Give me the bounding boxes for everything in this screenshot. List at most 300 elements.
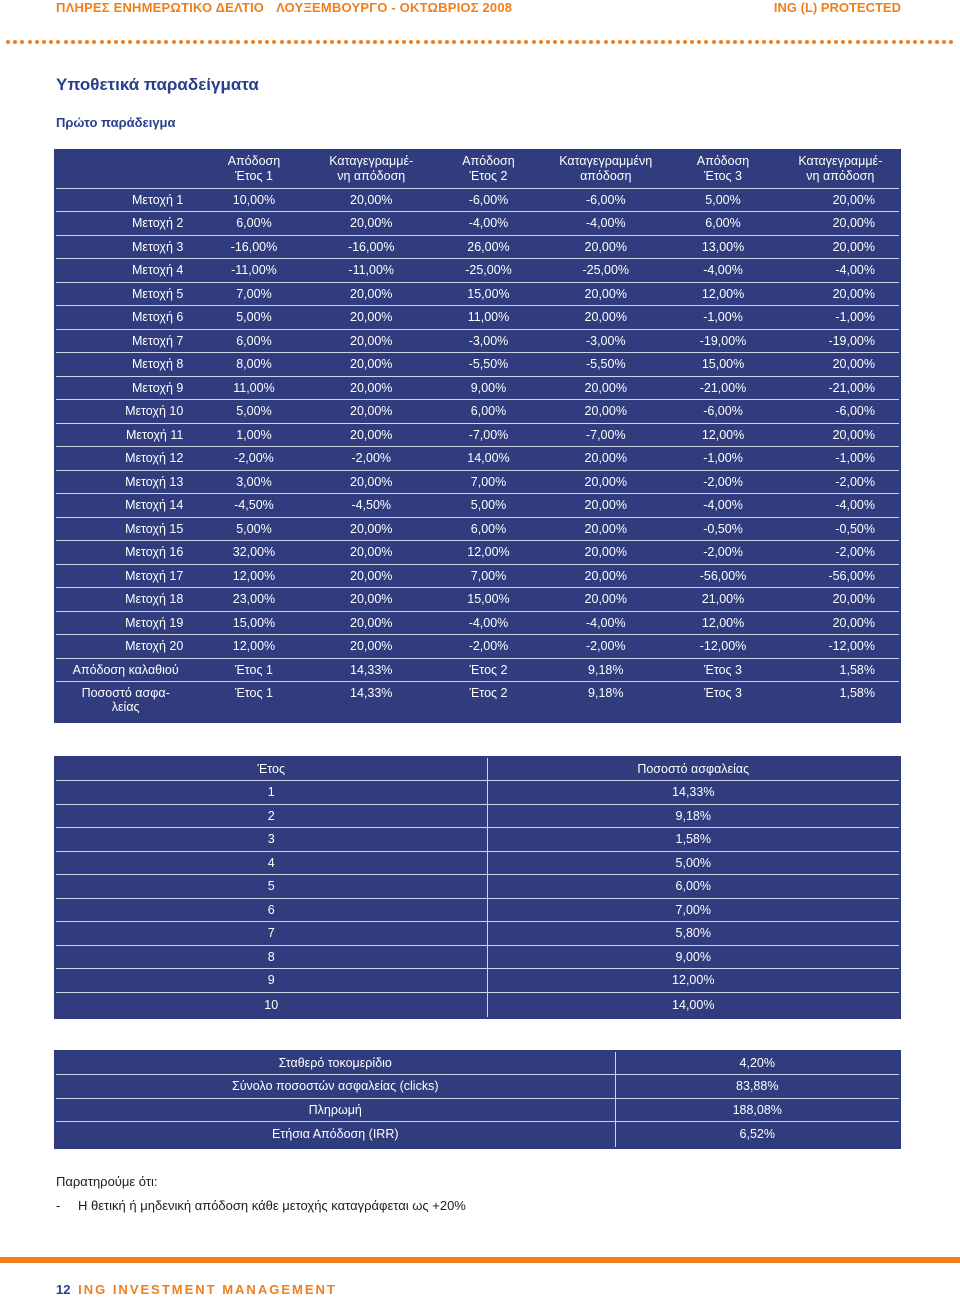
year-cell: 3 (55, 828, 487, 852)
value-cell: 14,33% (350, 686, 393, 700)
divider-dot (791, 40, 795, 44)
value-cell: -1,00% (782, 306, 900, 330)
table-row (55, 400, 900, 424)
value-cell: -2,00% (782, 470, 900, 494)
divider-dot (424, 40, 428, 44)
divider-dot (834, 40, 838, 44)
divider-dot (200, 40, 204, 44)
table-row (55, 517, 900, 541)
value-cell: -2,00% (195, 447, 312, 471)
table-header-row (55, 150, 900, 188)
year-cell: 8 (55, 945, 487, 969)
value-cell: 20,00% (313, 423, 430, 447)
summary-value: 83,88% (615, 1075, 900, 1099)
row-label: Μετοχή 1 (55, 188, 195, 212)
divider-dot (236, 40, 240, 44)
divider-dot (712, 40, 716, 44)
table-row (55, 945, 900, 969)
table-row (55, 588, 900, 612)
value-cell: -6,00% (547, 188, 664, 212)
value-cell: 20,00% (313, 470, 430, 494)
value-cell: Έτος 3 (664, 658, 781, 682)
table-row (55, 828, 900, 852)
table-row (55, 494, 900, 518)
divider-dot (553, 40, 557, 44)
divider-dot (330, 40, 334, 44)
table-row (55, 282, 900, 306)
divider-dot (740, 40, 744, 44)
divider-dot (280, 40, 284, 44)
row-label: Μετοχή 20 (55, 635, 195, 659)
divider-dot (920, 40, 924, 44)
divider-dot (251, 40, 255, 44)
value-cell: 5,00% (430, 494, 547, 518)
value-cell: 3,00% (195, 470, 312, 494)
divider-dot (42, 40, 46, 44)
value-cell: 7,00% (430, 564, 547, 588)
value-cell: 7,00% (487, 898, 900, 922)
value-cell: 20,00% (547, 588, 664, 612)
table-row (55, 922, 900, 946)
divider-dot (618, 40, 622, 44)
value-cell: 20,00% (547, 564, 664, 588)
value-cell: 12,00% (195, 635, 312, 659)
stock-returns-table (54, 149, 901, 723)
divider-dot (942, 40, 946, 44)
year-cell: 9 (55, 969, 487, 993)
value-cell: -4,00% (664, 494, 781, 518)
divider-dot (229, 40, 233, 44)
divider-dot (899, 40, 903, 44)
value-cell: 15,00% (430, 282, 547, 306)
value-cell: -21,00% (782, 376, 900, 400)
divider-dot (13, 40, 17, 44)
table-row (55, 898, 900, 922)
divider-dot (690, 40, 694, 44)
value-cell: 21,00% (664, 588, 781, 612)
value-cell: -4,00% (664, 259, 781, 283)
year-cell: 5 (55, 875, 487, 899)
footer-brand: ING INVESTMENT MANAGEMENT (78, 1282, 337, 1297)
divider-dot (524, 40, 528, 44)
value-cell: -3,00% (547, 329, 664, 353)
column-header-line: Απόδοση (696, 154, 750, 169)
value-cell: 9,00% (430, 376, 547, 400)
year-cell: 4 (55, 851, 487, 875)
divider-dot (121, 40, 125, 44)
divider-dot (769, 40, 773, 44)
value-cell: 10,00% (195, 188, 312, 212)
table-row (55, 781, 900, 805)
divider-dot (539, 40, 543, 44)
divider-dot (935, 40, 939, 44)
year-cell: 10 (55, 992, 487, 1018)
column-header-line: νη απόδοση (806, 169, 875, 184)
divider-dot (568, 40, 572, 44)
divider-dot (215, 40, 219, 44)
row-label: Μετοχή 15 (55, 517, 195, 541)
page-header (0, 0, 960, 22)
value-cell: 20,00% (782, 353, 900, 377)
value-cell: 20,00% (313, 353, 430, 377)
value-cell: 8,00% (195, 353, 312, 377)
table-row (55, 851, 900, 875)
table-row (55, 306, 900, 330)
value-cell: -21,00% (664, 376, 781, 400)
value-cell: -4,00% (430, 212, 547, 236)
value-cell: -7,00% (547, 423, 664, 447)
value-cell: 20,00% (782, 423, 900, 447)
summary-label: Πληρωμή (55, 1098, 615, 1122)
column-header-line: νη απόδοση (337, 169, 406, 184)
value-cell: 9,18% (547, 658, 664, 682)
column-header: Έτος (55, 757, 487, 781)
divider-dot (337, 40, 341, 44)
value-cell: -19,00% (664, 329, 781, 353)
table-row (55, 1051, 900, 1075)
value-cell: 20,00% (547, 517, 664, 541)
divider-dot (719, 40, 723, 44)
page-footer (56, 1282, 337, 1297)
insurance-row (55, 682, 900, 722)
note-text: Η θετική ή μηδενική απόδοση κάθε μετοχής καταγράφεται ως +20% (78, 1198, 466, 1213)
divider-dot (157, 40, 161, 44)
divider-dot (402, 40, 406, 44)
divider-dot (870, 40, 874, 44)
divider-dot (488, 40, 492, 44)
value-cell: 20,00% (547, 376, 664, 400)
divider-dot (805, 40, 809, 44)
header-fund-name: ING (L) PROTECTED (773, 0, 901, 15)
column-header-line: Απόδοση (227, 154, 281, 169)
row-label: Μετοχή 7 (55, 329, 195, 353)
table-row (55, 969, 900, 993)
value-cell: 6,00% (195, 212, 312, 236)
value-cell: 32,00% (195, 541, 312, 565)
value-cell: -3,00% (430, 329, 547, 353)
value-cell: -19,00% (782, 329, 900, 353)
divider-dot (272, 40, 276, 44)
divider-dot (388, 40, 392, 44)
value-cell: 20,00% (782, 588, 900, 612)
value-cell: 11,00% (195, 376, 312, 400)
column-header-line: Απόδοση (462, 154, 515, 169)
table-row (55, 635, 900, 659)
value-cell: 20,00% (547, 282, 664, 306)
value-cell: -2,00% (430, 635, 547, 659)
value-cell: -4,00% (782, 259, 900, 283)
row-label: Μετοχή 16 (55, 541, 195, 565)
divider-dot (172, 40, 176, 44)
value-cell: 26,00% (430, 235, 547, 259)
divider-dot (143, 40, 147, 44)
divider-dot (510, 40, 514, 44)
divider-dot (287, 40, 291, 44)
value-cell: 20,00% (782, 282, 900, 306)
divider-dot (6, 40, 10, 44)
summary-label: Σταθερό τοκομερίδιο (55, 1051, 615, 1075)
table-row (55, 541, 900, 565)
value-cell: 9,18% (588, 686, 624, 700)
value-cell: 1,58% (839, 686, 875, 700)
divider-dot (438, 40, 442, 44)
table-row (55, 1075, 900, 1099)
divider-dot (762, 40, 766, 44)
value-cell: -1,00% (664, 306, 781, 330)
insurance-percentage-table (54, 756, 901, 1019)
value-cell: 20,00% (313, 212, 430, 236)
divider-dot (35, 40, 39, 44)
row-label: Μετοχή 17 (55, 564, 195, 588)
divider-dot (193, 40, 197, 44)
divider-dot (820, 40, 824, 44)
value-cell: -2,00% (664, 541, 781, 565)
divider-dot (812, 40, 816, 44)
year-cell: 2 (55, 804, 487, 828)
value-cell: 14,33% (313, 658, 430, 682)
divider-dot (906, 40, 910, 44)
divider-dot (366, 40, 370, 44)
table-row (55, 564, 900, 588)
value-cell: 5,00% (195, 306, 312, 330)
table-row (55, 470, 900, 494)
table-row (55, 423, 900, 447)
column-header (547, 150, 664, 188)
column-header: Ποσοστό ασφαλείας (487, 757, 900, 781)
divider-dot (49, 40, 53, 44)
value-cell: -4,50% (313, 494, 430, 518)
column-header-line: Καταγεγραμμένη (559, 154, 653, 169)
divider-dot (64, 40, 68, 44)
value-cell: 14,00% (430, 447, 547, 471)
divider-dot (100, 40, 104, 44)
column-header (664, 150, 781, 188)
value-cell: -4,50% (195, 494, 312, 518)
value-cell: -6,00% (664, 400, 781, 424)
value-cell: -7,00% (430, 423, 547, 447)
value-cell: 5,00% (195, 400, 312, 424)
value-cell: 20,00% (782, 188, 900, 212)
value-cell: 20,00% (313, 611, 430, 635)
value-cell: -56,00% (664, 564, 781, 588)
value-cell: -2,00% (664, 470, 781, 494)
table-row (55, 259, 900, 283)
row-label (55, 682, 195, 722)
summary-table (54, 1050, 901, 1149)
value-cell: -16,00% (313, 235, 430, 259)
column-header-line: Έτος 1 (234, 169, 273, 184)
divider-dot (373, 40, 377, 44)
divider-dot (632, 40, 636, 44)
note-dash: - (56, 1198, 61, 1213)
value-cell: 12,00% (430, 541, 547, 565)
value-cell: -11,00% (195, 259, 312, 283)
value-cell: -11,00% (313, 259, 430, 283)
value-cell: Έτος 3 (704, 686, 742, 700)
value-cell: 12,00% (664, 282, 781, 306)
divider-dot (640, 40, 644, 44)
divider-dot (654, 40, 658, 44)
column-header-line: Έτος 3 (704, 169, 742, 184)
value-cell: 5,80% (487, 922, 900, 946)
table-row (55, 1122, 900, 1148)
dotted-divider (0, 40, 960, 45)
value-cell: 20,00% (313, 376, 430, 400)
value-cell: 12,00% (195, 564, 312, 588)
value-cell: 20,00% (547, 470, 664, 494)
divider-dot (445, 40, 449, 44)
row-label: Μετοχή 4 (55, 259, 195, 283)
divider-dot (913, 40, 917, 44)
value-cell: 20,00% (782, 235, 900, 259)
value-cell: 20,00% (313, 329, 430, 353)
basket-return-row (55, 658, 900, 682)
divider-dot (827, 40, 831, 44)
value-cell: -4,00% (547, 611, 664, 635)
value-cell: -2,00% (313, 447, 430, 471)
divider-dot (726, 40, 730, 44)
value-cell: 20,00% (313, 564, 430, 588)
divider-dot (208, 40, 212, 44)
row-label: Μετοχή 13 (55, 470, 195, 494)
value-cell: 15,00% (195, 611, 312, 635)
divider-dot (20, 40, 24, 44)
value-cell: -5,50% (430, 353, 547, 377)
table-row (55, 1098, 900, 1122)
column-header-line: Έτος 2 (469, 169, 508, 184)
table-row (55, 376, 900, 400)
table-row (55, 353, 900, 377)
value-cell: 6,00% (430, 400, 547, 424)
column-header (430, 150, 547, 188)
divider-dot (164, 40, 168, 44)
section-title: Υποθετικά παραδείγματα (56, 75, 259, 94)
value-cell: 12,00% (664, 611, 781, 635)
summary-label: Ετήσια Απόδοση (IRR) (55, 1122, 615, 1148)
value-cell: -4,00% (782, 494, 900, 518)
divider-dot (222, 40, 226, 44)
divider-dot (877, 40, 881, 44)
value-cell: 20,00% (547, 541, 664, 565)
row-label: Μετοχή 18 (55, 588, 195, 612)
row-label-line: Ποσοστό ασφα- (81, 686, 170, 700)
divider-dot (668, 40, 672, 44)
divider-dot (683, 40, 687, 44)
value-cell: 5,00% (487, 851, 900, 875)
divider-dot (661, 40, 665, 44)
divider-dot (92, 40, 96, 44)
divider-dot (467, 40, 471, 44)
value-cell: -2,00% (547, 635, 664, 659)
divider-dot (798, 40, 802, 44)
summary-value: 188,08% (615, 1098, 900, 1122)
header-location-date: ΛΟΥΞΕΜΒΟΥΡΓΟ - ΟΚΤΩΒΡΙΟΣ 2008 (276, 0, 513, 15)
row-label: Μετοχή 9 (55, 376, 195, 400)
value-cell: -25,00% (547, 259, 664, 283)
value-cell: -12,00% (782, 635, 900, 659)
divider-dot (186, 40, 190, 44)
divider-dot (244, 40, 248, 44)
header-document-title (56, 0, 512, 15)
divider-dot (265, 40, 269, 44)
divider-dot (892, 40, 896, 44)
divider-dot (784, 40, 788, 44)
divider-dot (452, 40, 456, 44)
value-cell: -56,00% (782, 564, 900, 588)
row-label-line: λείας (111, 700, 140, 714)
divider-dot (460, 40, 464, 44)
header-corner-cell (55, 150, 195, 188)
divider-dot (323, 40, 327, 44)
value-cell: 20,00% (313, 188, 430, 212)
divider-dot (316, 40, 320, 44)
divider-dot (755, 40, 759, 44)
value-cell: 15,00% (430, 588, 547, 612)
value-cell: 9,18% (487, 804, 900, 828)
value-cell: -16,00% (195, 235, 312, 259)
divider-dot (301, 40, 305, 44)
year-cell: 6 (55, 898, 487, 922)
value-cell: 6,00% (664, 212, 781, 236)
value-cell: 20,00% (313, 541, 430, 565)
divider-dot (733, 40, 737, 44)
value-cell: 6,00% (430, 517, 547, 541)
value-cell: -4,00% (430, 611, 547, 635)
value-cell: 15,00% (664, 353, 781, 377)
divider-dot (380, 40, 384, 44)
value-cell: -2,00% (782, 541, 900, 565)
value-cell: 9,00% (487, 945, 900, 969)
value-cell: -6,00% (430, 188, 547, 212)
table-row (55, 992, 900, 1018)
value-cell: 6,00% (487, 875, 900, 899)
divider-dot (474, 40, 478, 44)
table-row (55, 329, 900, 353)
row-label: Μετοχή 3 (55, 235, 195, 259)
value-cell: 20,00% (547, 400, 664, 424)
notes-title: Παρατηρούμε ότι: (56, 1174, 158, 1189)
value-cell: Έτος 1 (234, 686, 273, 700)
table-row (55, 447, 900, 471)
divider-dot (676, 40, 680, 44)
value-cell: 1,00% (195, 423, 312, 447)
divider-dot (150, 40, 154, 44)
divider-dot (78, 40, 82, 44)
divider-dot (431, 40, 435, 44)
table-row (55, 611, 900, 635)
value-cell: 7,00% (430, 470, 547, 494)
divider-dot (532, 40, 536, 44)
value-cell: Έτος 2 (469, 686, 508, 700)
table-row (55, 212, 900, 236)
row-label: Μετοχή 12 (55, 447, 195, 471)
divider-dot (294, 40, 298, 44)
table-header-row (55, 757, 900, 781)
value-cell: 20,00% (313, 635, 430, 659)
divider-dot (56, 40, 60, 44)
value-cell: 23,00% (195, 588, 312, 612)
divider-dot (28, 40, 32, 44)
divider-dot (517, 40, 521, 44)
value-cell: -6,00% (782, 400, 900, 424)
divider-dot (625, 40, 629, 44)
divider-dot (647, 40, 651, 44)
divider-dot (848, 40, 852, 44)
value-cell: 5,00% (195, 517, 312, 541)
value-cell: -0,50% (782, 517, 900, 541)
value-cell: 1,58% (782, 658, 900, 682)
divider-dot (409, 40, 413, 44)
